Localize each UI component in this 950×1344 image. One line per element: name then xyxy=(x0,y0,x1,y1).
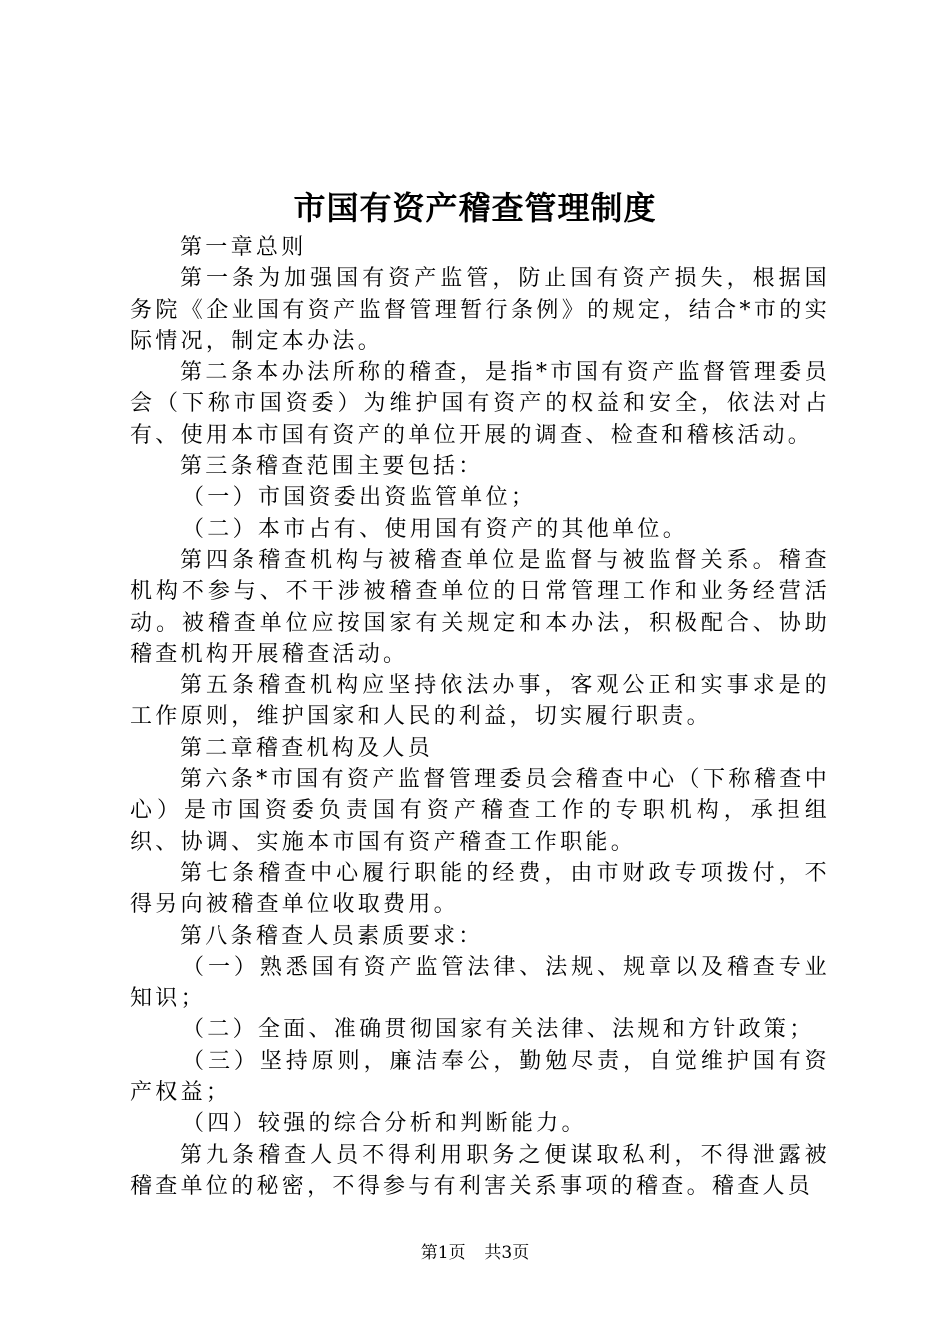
chapter-heading: 第二章稽查机构及人员 xyxy=(180,735,434,761)
chapter-heading: 第一章总则 xyxy=(180,235,307,260)
article-paragraph: 第一条为加强国有资产监管，防止国有资产损失，根据国务院《企业国有资产监督管理暂行条例》的规定，结合*市的实际情况，制定本办法。 xyxy=(130,266,830,354)
document-body xyxy=(130,232,830,1202)
article-paragraph: 第八条稽查人员素质要求： xyxy=(180,923,484,949)
article-paragraph: 第六条*市国有资产监督管理委员会稽查中心（下称稽查中心）是市国资委负责国有资产稽查工作的专职机构，承担组织、协调、实施本市国有资产稽查工作职能。 xyxy=(130,767,830,855)
list-item: （三）坚持原则，廉洁奉公，勤勉尽责，自觉维护国有资产权益； xyxy=(130,1048,830,1106)
list-item: （一）熟悉国有资产监管法律、法规、规章以及稽查专业知识； xyxy=(130,954,830,1012)
page-footer xyxy=(0,1241,950,1265)
list-item: （二）全面、准确贯彻国家有关法律、法规和方针政策； xyxy=(182,1017,815,1043)
list-item: （一）市国资委出资监管单位； xyxy=(182,485,537,511)
article-paragraph: 第二条本办法所称的稽查，是指*市国有资产监督管理委员会（下称市国资委）为维护国有资产的权益和安全，依法对占有、使用本市国有资产的单位开展的调查、检查和稽核活动。 xyxy=(130,360,830,448)
list-item: （四）较强的综合分析和判断能力。 xyxy=(182,1111,587,1137)
page-total: 共3页 xyxy=(484,1243,530,1263)
page-number: 第1页 xyxy=(420,1243,466,1263)
article-paragraph: 第四条稽查机构与被稽查单位是监督与被监督关系。稽查机构不参与、不干涉被稽查单位的日常管理工作和业务经营活动。被稽查单位应按国家有关规定和本办法，积极配合、协助稽查机构开展稽查活动。 xyxy=(130,547,830,667)
article-paragraph: 第九条稽查人员不得利用职务之便谋取私利，不得泄露被稽查单位的秘密，不得参与有利害关系事项的稽查。稽查人员 xyxy=(130,1142,830,1199)
document-title: 市国有资产稽查管理制度 xyxy=(293,189,657,227)
list-item: （二）本市占有、使用国有资产的其他单位。 xyxy=(182,516,689,542)
article-paragraph: 第七条稽查中心履行职能的经费，由市财政专项拨付，不得另向被稽查单位收取费用。 xyxy=(130,860,830,918)
article-paragraph: 第三条稽查范围主要包括： xyxy=(180,454,484,480)
article-paragraph: 第五条稽查机构应坚持依法办事，客观公正和实事求是的工作原则，维护国家和人民的利益，切实履行职责。 xyxy=(130,673,830,730)
